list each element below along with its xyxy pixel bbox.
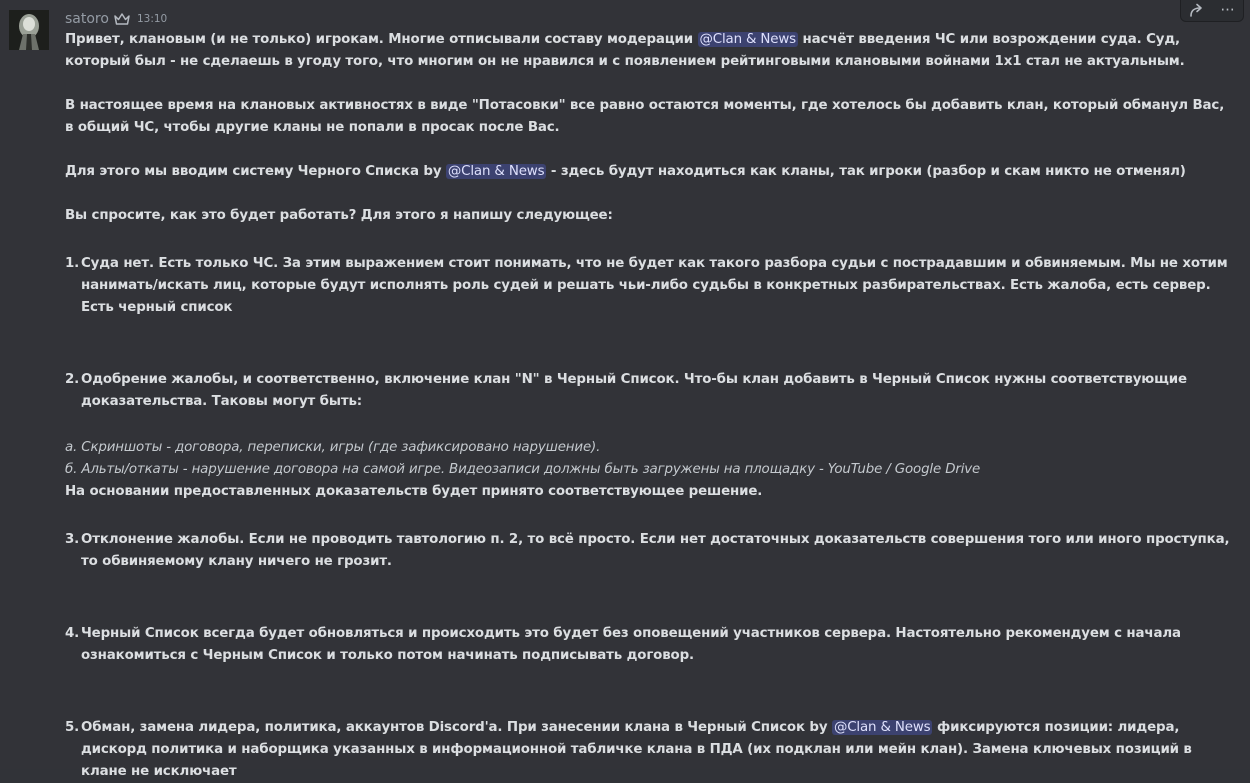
forward-icon (1188, 2, 1206, 18)
list-text: Отклонение жалобы. Если не проводить тавтологию п. 2, то всё просто. Если нет достаточных доказательств совершения того или иного проступка, то обвиняемому клану ничего не грозит. (81, 532, 1230, 569)
intro-text-1: Привет, клановым (и не только) игрокам. Многие отписывали составу модерации (65, 32, 698, 47)
crown-icon (113, 12, 131, 26)
list-number: 4. (65, 626, 80, 641)
list-number: 3. (65, 532, 80, 547)
forward-button[interactable] (1186, 0, 1208, 20)
evidence-item-b: б. Альты/откаты - нарушение договора на самой игре. Видеозаписи должны быть загружены на площадку - YouTube / Google Drive (65, 462, 981, 477)
item5-text-1: Обман, замена лидера, политика, аккаунтов Discord'а. При занесении клана в Черный Список by (81, 720, 832, 735)
para3-text-2: - здесь будут находиться как кланы, так игроки (разбор и скам никто не отменял) (546, 164, 1186, 179)
list-text: Одобрение жалобы, и соответственно, включение клан "N" в Черный Список. Что-бы клан добавить в Черный Список нужны соответствующие доказательства. Таковы могут быть: (81, 372, 1187, 409)
message-header (65, 10, 167, 28)
evidence-conclusion: На основании предоставленных доказательств будет принято соответствующее решение. (65, 484, 763, 499)
list-item (65, 253, 1235, 319)
list-text: Черный Список всегда будет обновляться и происходить это будет без оповещений участников сервера. Настоятельно рекомендуем с начала ознакомиться с Черным Список и только потом начинать подписывать договор. (81, 626, 1181, 663)
list-number: 1. (65, 256, 80, 271)
avatar-image (9, 10, 49, 50)
message-paragraph-3 (65, 161, 1235, 183)
more-button[interactable] (1217, 0, 1239, 20)
list-number: 5. (65, 720, 80, 735)
message-content (65, 29, 1235, 783)
mention-clan-news[interactable]: @Clan & News (699, 32, 797, 47)
list-text (81, 717, 1235, 783)
mention-clan-news[interactable]: @Clan & News (833, 720, 931, 735)
list-number: 2. (65, 372, 80, 387)
intro-text-2: насчёт введения ЧС или возрождении суда. Суд, который был - не сделаешь в угоду того, что многим он не нравился и с появлением рейтинговыми клановыми войнами 1х1 стал не актуальным. (65, 32, 1185, 69)
username[interactable]: satoro (65, 11, 109, 27)
message-paragraph-2: В настоящее время на клановых активностях в виде "Потасовки" все равно остаются моменты, где хотелось бы добавить клан, который обманул Вас, в общий ЧС, чтобы другие кланы не попали в просак после Вас. (65, 98, 1225, 135)
message-toolbar (1180, 0, 1244, 22)
message-paragraph-4: Вы спросите, как это будет работать? Для этого я напишу следующее: (65, 208, 613, 223)
mention-clan-news[interactable]: @Clan & News (447, 164, 545, 179)
list-item (65, 529, 1235, 573)
evidence-item-a: а. Скриншоты - договора, переписки, игры (где зафиксировано нарушение). (65, 440, 601, 455)
list-item (65, 369, 1235, 413)
item5-text-2: фиксируются позиции: лидера, дискорд политика и наборщика указанных в информационной табличке клана в ПДА (их подклан или мейн клан). Замена ключевых позиций в клане не исключает (81, 720, 1192, 779)
message-paragraph-intro (65, 29, 1235, 73)
avatar[interactable] (9, 10, 49, 50)
list-item (65, 623, 1235, 667)
para3-text-1: Для этого мы вводим систему Черного Списка by (65, 164, 446, 179)
list-text: Суда нет. Есть только ЧС. За этим выражением стоит понимать, что не будет как такого разбора судьи с пострадавшим и обвиняемым. Мы не хотим нанимать/искать лиц, которые будут исполнять роль судей и решать чьи-либо судьбы в конкретных разбирательствах. Есть жалоба, есть сервер. Есть черный список (81, 256, 1228, 315)
timestamp: 13:10 (136, 13, 168, 25)
more-icon: ··· (1220, 1, 1235, 19)
list-item (65, 717, 1235, 783)
